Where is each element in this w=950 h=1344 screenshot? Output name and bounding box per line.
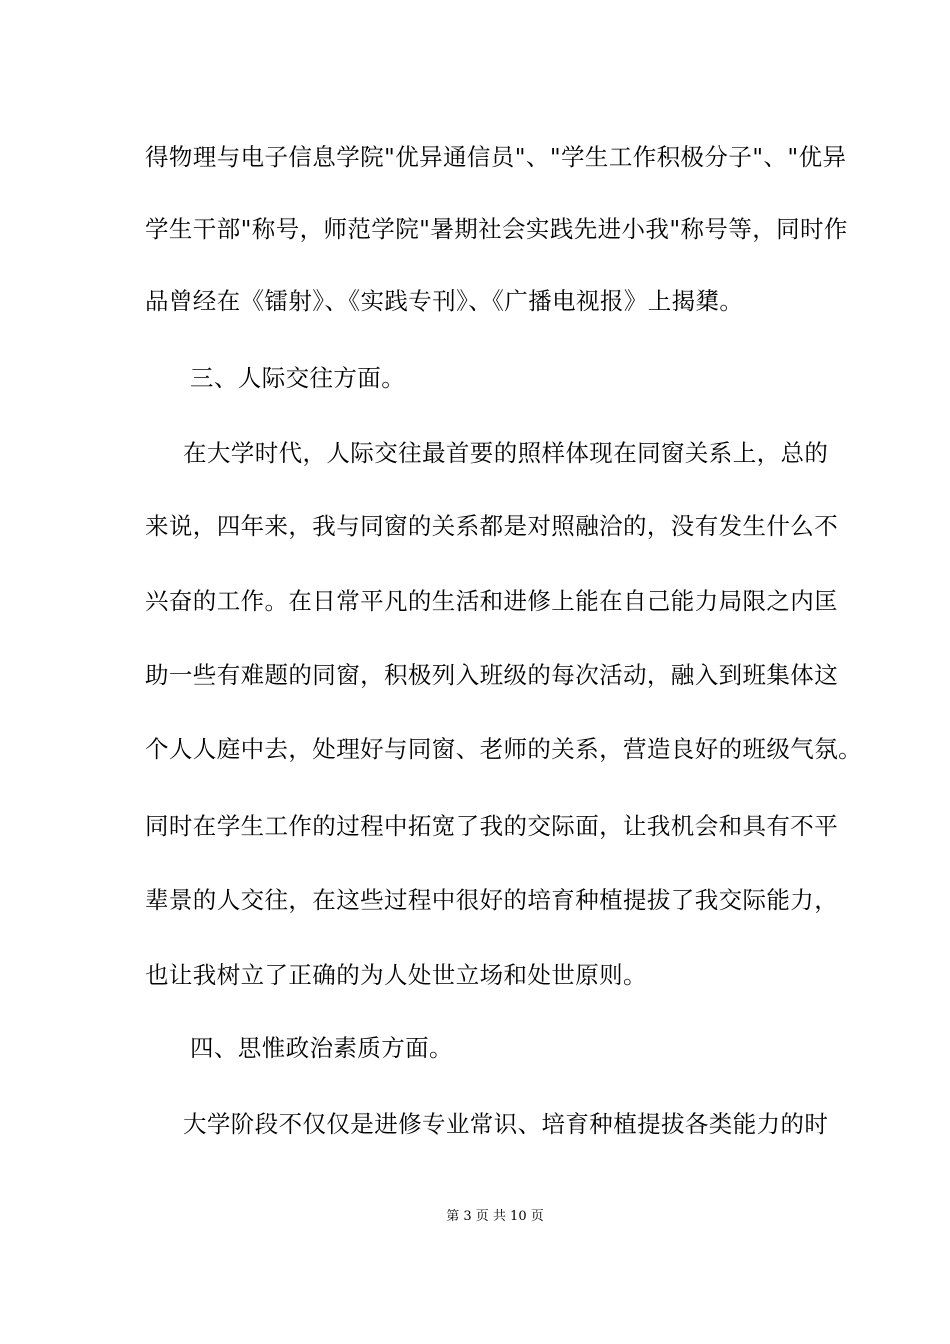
body-line: 也让我树立了正确的为人处世立场和处世原则。 (145, 961, 647, 989)
body-line: 助一些有难题的同窗，积极列入班级的每次活动，融入到班集体这 (145, 661, 839, 689)
body-line: 在大学时代，人际交往最首要的照样体现在同窗关系上，总的 (183, 439, 829, 467)
body-line: 来说，四年来，我与同窗的关系都是对照融洽的，没有发生什么不 (145, 512, 839, 540)
body-line: 兴奋的工作。在日常平凡的生活和进修上能在自己能力局限之内匡 (145, 587, 839, 615)
page-number-footer: 第 3 页 共 10 页 (446, 1209, 544, 1224)
section-heading: 四、思惟政治素质方面。 (190, 1034, 453, 1062)
body-line: 同时在学生工作的过程中拓宽了我的交际面，让我机会和具有不平 (145, 812, 839, 840)
body-line: 大学阶段不仅仅是进修专业常识、培育种植提拔各类能力的时 (183, 1110, 829, 1138)
body-line: 得物理与电子信息学院"优异通信员"、"学生工作积极分子"、"优异 (145, 143, 847, 171)
body-line: 学生干部"称号，师范学院"暑期社会实践先进小我"称号等，同时作 (145, 215, 848, 243)
section-heading: 三、人际交往方面。 (190, 364, 406, 392)
body-line: 辈景的人交往，在这些过程中很好的培育种植提拔了我交际能力， (145, 886, 839, 914)
body-line: 品曾经在《镭射》、《实践专刊》、《广播电视报》上揭橥。 (145, 287, 744, 315)
body-line: 个人人庭中去，处理好与同窗、老师的关系，营造良好的班级气氛。 (145, 735, 862, 763)
